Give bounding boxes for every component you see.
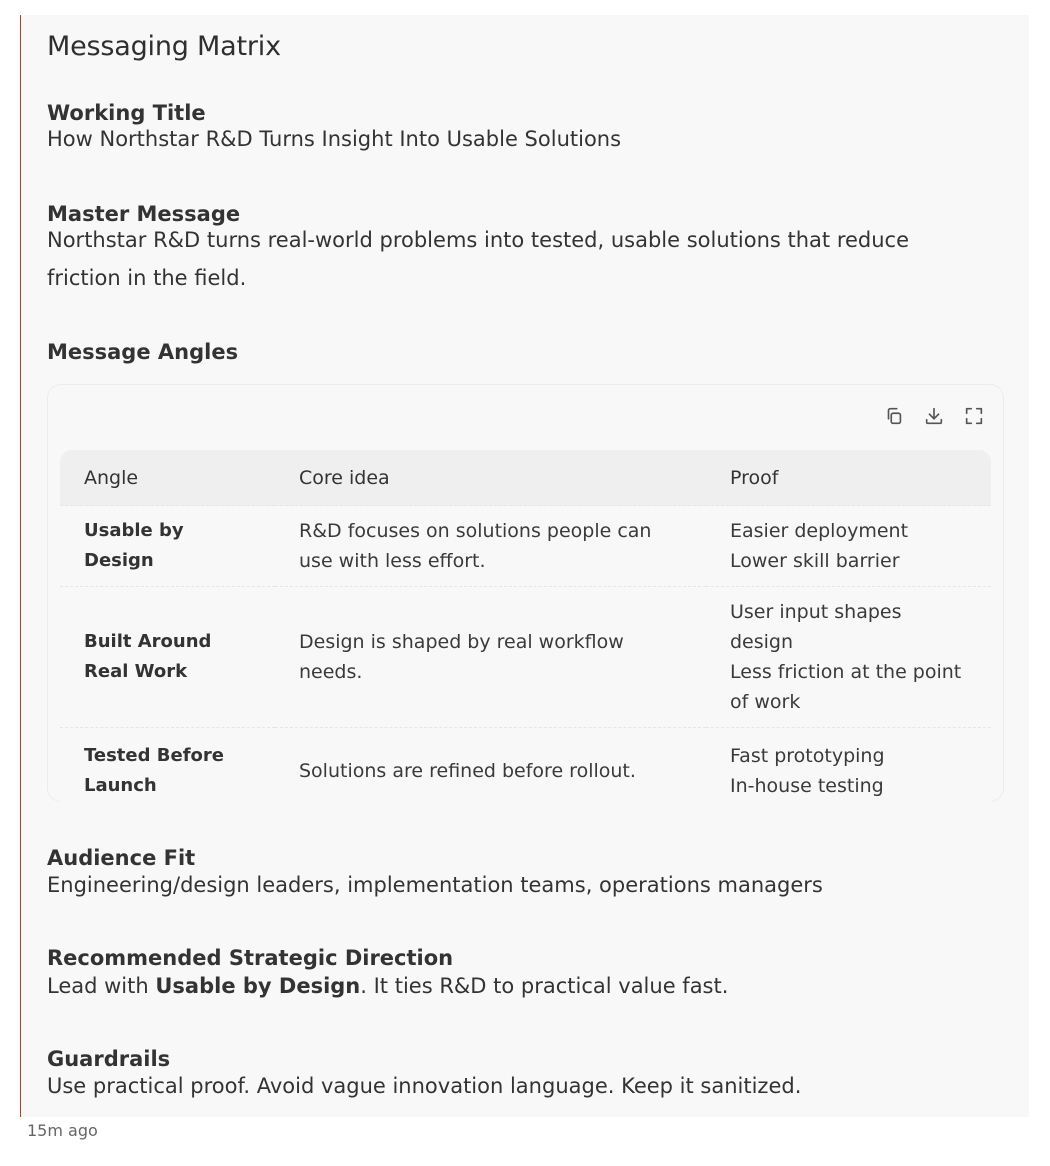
timestamp: 15m ago <box>27 1121 98 1140</box>
core-idea-cell: R&D focuses on solutions people can use with less effort. <box>275 506 706 587</box>
message-angles-heading: Message Angles <box>47 340 239 364</box>
header-angle: Angle <box>60 450 275 506</box>
header-core-idea: Core idea <box>275 450 706 506</box>
angle-cell: Usable by Design <box>60 506 275 587</box>
page-title: Messaging Matrix <box>47 31 281 62</box>
table-row <box>60 587 991 728</box>
proof-item: Lower skill barrier <box>730 550 900 572</box>
guardrails-text: Use practical proof. Avoid vague innovation language. Keep it sanitized. <box>47 1074 802 1098</box>
working-title-text: How Northstar R&D Turns Insight Into Usable Solutions <box>47 127 622 151</box>
proof-item: User input shapes design <box>730 601 902 653</box>
direction-bold: Usable by Design <box>155 974 361 998</box>
copy-icon <box>883 405 905 427</box>
proof-item: Easier deployment <box>730 520 909 542</box>
fullscreen-button[interactable] <box>961 403 987 429</box>
core-idea-cell: Design is shaped by real workflow needs. <box>275 587 706 728</box>
header-proof: Proof <box>706 450 991 506</box>
core-idea-cell: Solutions are refined before rollout. <box>275 728 706 814</box>
table-row <box>60 728 991 814</box>
working-title-heading: Working Title <box>47 101 206 125</box>
message-angles-table <box>60 450 991 814</box>
master-message-text: Northstar R&D turns real-world problems into tested, usable solutions that reduce friction in the field. <box>47 228 910 290</box>
master-message-heading: Master Message <box>47 202 241 226</box>
table-row <box>60 506 991 587</box>
direction-text <box>47 967 987 1005</box>
copy-button[interactable] <box>881 403 907 429</box>
direction-suffix: . It ties R&D to practical value fast. <box>360 974 729 998</box>
proof-cell <box>706 728 991 814</box>
table-header-row <box>60 450 991 506</box>
download-button[interactable] <box>921 403 947 429</box>
message-card <box>20 15 1029 1117</box>
angle-cell: Tested Before Launch <box>60 728 275 814</box>
proof-item: In-house testing <box>730 774 884 797</box>
direction-prefix: Lead with <box>47 974 156 998</box>
proof-cell <box>706 506 991 587</box>
fullscreen-icon <box>963 405 985 427</box>
table-toolbar <box>881 403 987 429</box>
angle-cell: Built Around Real Work <box>60 587 275 728</box>
audience-fit-heading: Audience Fit <box>47 846 196 870</box>
audience-fit-text: Engineering/design leaders, implementation teams, operations managers <box>47 873 823 897</box>
direction-heading: Recommended Strategic Direction <box>47 946 454 970</box>
table-container <box>47 384 1004 802</box>
download-icon <box>923 405 945 427</box>
guardrails-heading: Guardrails <box>47 1047 171 1071</box>
proof-cell <box>706 587 991 728</box>
proof-item: Fast prototyping <box>730 744 885 767</box>
proof-item: Less friction at the point of work <box>730 661 962 713</box>
